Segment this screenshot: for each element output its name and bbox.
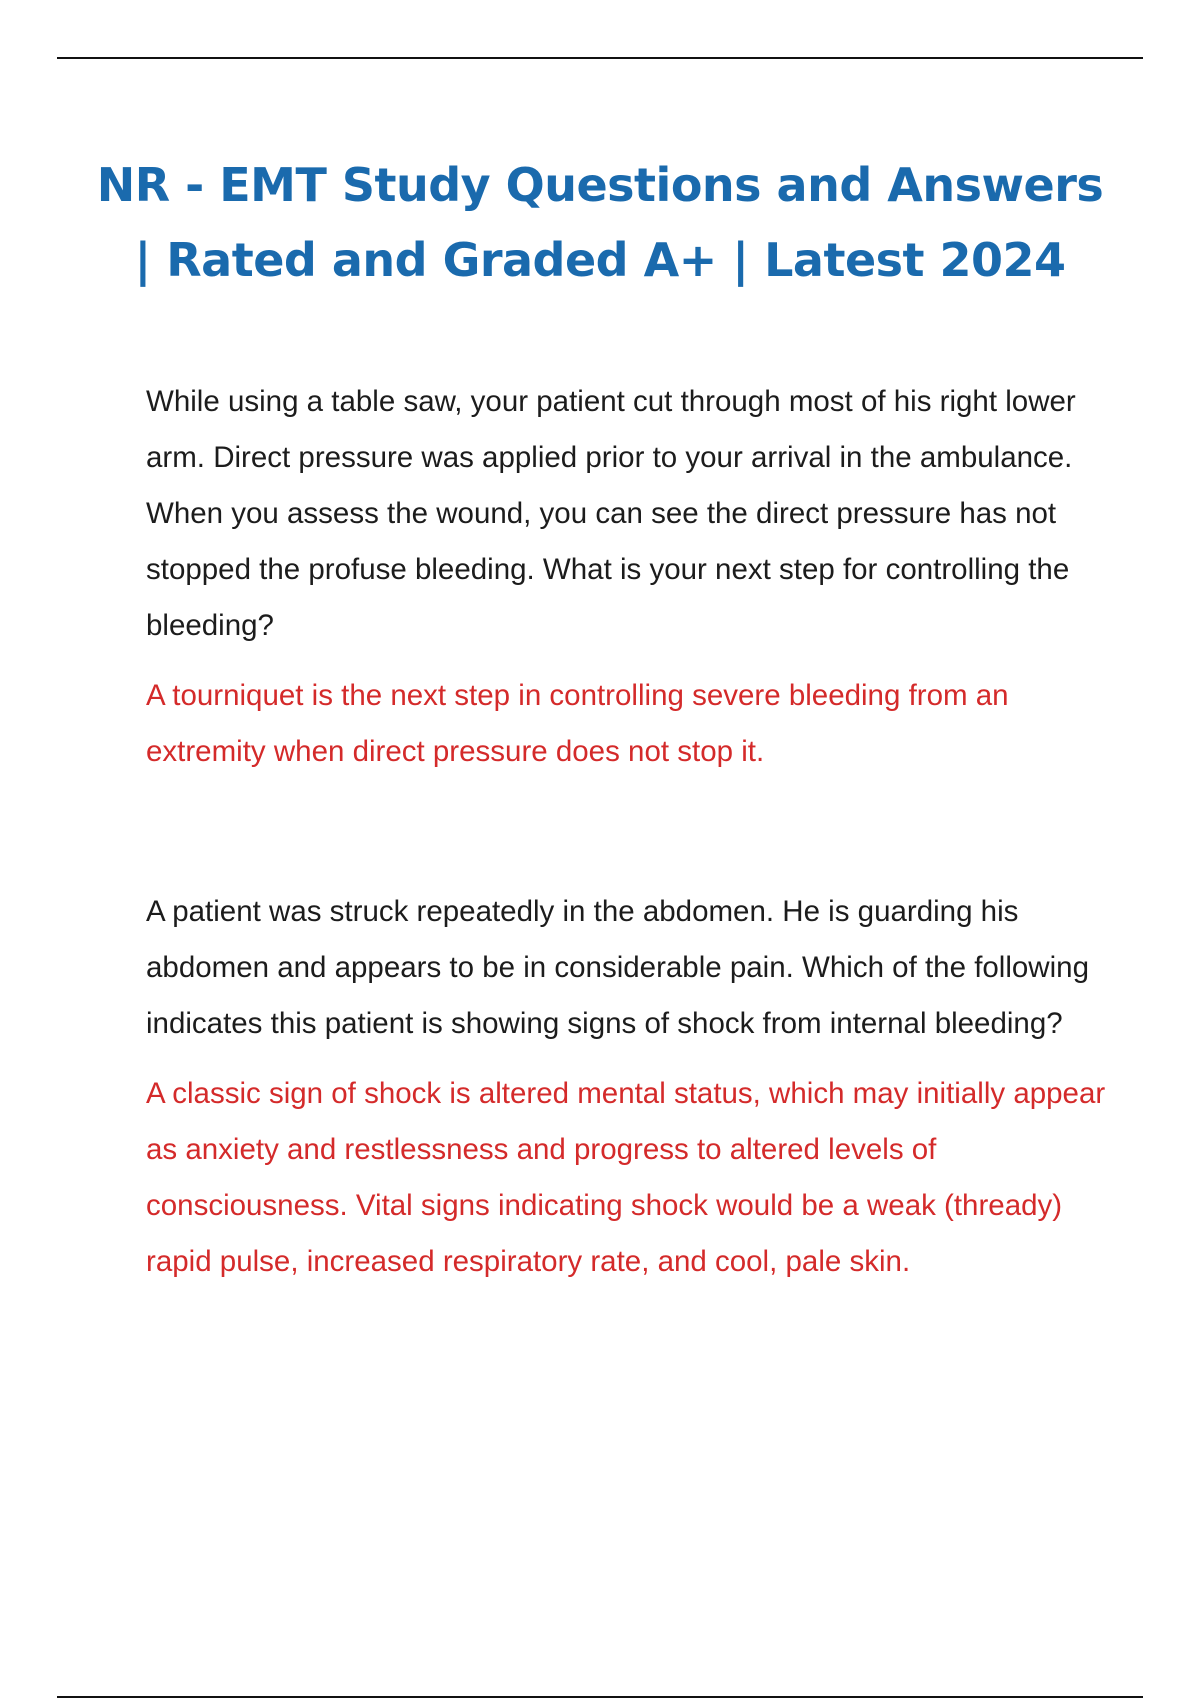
document-title: NR - EMT Study Questions and Answers | Rated and Graded A+ | Latest 2024	[96, 158, 1104, 287]
question-text: While using a table saw, your patient cut through most of his right lower arm. Direct pressure was applied prior to your arrival in the ambulance. When you assess the wound, you can see the direct pressure has not stopped the profuse bleeding. What is your next step for controlling the bleeding?	[146, 385, 1076, 642]
spacer	[146, 780, 1106, 884]
top-divider	[57, 57, 1143, 59]
qa-list	[146, 374, 1106, 1290]
qa-item	[146, 884, 1106, 1290]
qa-item	[146, 374, 1106, 780]
answer-text: A tourniquet is the next step in controlling severe bleeding from an extremity when direct pressure does not stop it.	[146, 679, 1009, 768]
answer-text: A classic sign of shock is altered mental status, which may initially appear as anxiety and restlessness and progress to altered levels of consciousness. Vital signs indicating shock would be a weak (thready) rapid pulse, increased respiratory rate, and cool, pale skin.	[146, 1077, 1106, 1278]
bottom-divider	[57, 1696, 1143, 1698]
question-text: A patient was struck repeatedly in the abdomen. He is guarding his abdomen and appears to be in considerable pain. Which of the following indicates this patient is showing signs of shock from internal bleeding?	[146, 895, 1089, 1040]
